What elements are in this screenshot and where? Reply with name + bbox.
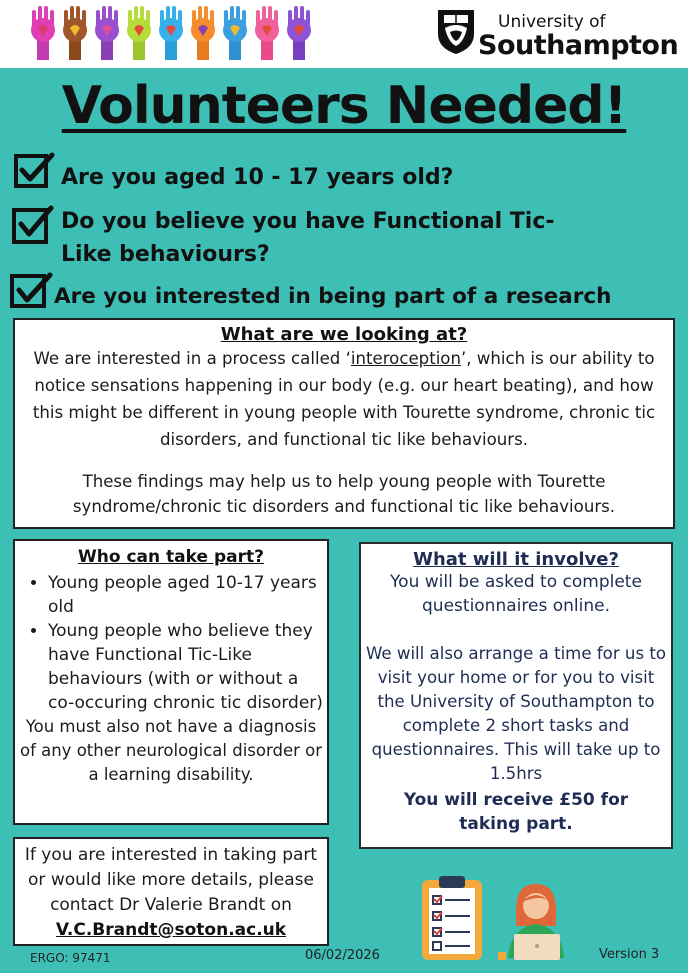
version-label: Version 3: [599, 947, 660, 962]
checkbox-checked-icon: [10, 272, 54, 310]
list-item: • Young people who believe they have Functional Tic-Like behaviours (with or without a co-occuring chronic tic disorder): [48, 619, 327, 715]
involve-heading: What will it involve?: [413, 549, 619, 570]
involve-paragraph-1: You will be asked to complete questionnaires online.: [390, 572, 642, 616]
question-age: Are you aged 10 - 17 years old?: [61, 165, 454, 190]
question-tics: Do you believe you have Functional Tic-Like behaviours?: [61, 209, 555, 267]
interoception-term: interoception: [350, 349, 461, 368]
page-title: Volunteers Needed!: [61, 76, 627, 136]
university-name-line1: University of: [498, 12, 606, 32]
contact-email-link[interactable]: V.C.Brandt@soton.ac.uk: [55, 920, 287, 940]
who-box: [13, 539, 329, 825]
contact-box: [13, 837, 329, 946]
reward-text: You will receive £50 for taking part.: [403, 790, 629, 834]
involve-paragraph-2: We will also arrange a time for us to visit your home or for you to visit the University of Southampton to complete 2 short tasks and questionnaires. This will take up to 1.5hrs: [365, 644, 667, 783]
ergo-number: ERGO: 97471: [30, 951, 111, 965]
looking-at-paragraph: [15, 345, 673, 453]
findings-paragraph: These findings may help us to help young people with Tourette syndrome/chronic tic disorders and functional tic like behaviours.: [72, 472, 616, 516]
question-research: Are you interested in being part of a research: [54, 284, 612, 309]
document-date: 06/02/2026: [305, 948, 380, 963]
who-note: You must also not have a diagnosis of any other neurological disorder or a learning disability.: [19, 717, 323, 784]
raised-hands-icon: [26, 4, 316, 62]
looking-at-text-start: We are interested in a process called ‘: [33, 349, 351, 368]
contact-text: If you are interested in taking part or would like more details, please contact Dr Valerie Brandt on: [24, 845, 318, 915]
list-item: • Young people aged 10-17 years old: [48, 571, 327, 619]
who-heading: Who can take part?: [78, 547, 264, 567]
looking-at-box: [13, 318, 675, 529]
checkbox-checked-icon: [14, 152, 56, 190]
clipboard-checklist-icon: [420, 874, 484, 962]
involve-box: [359, 542, 673, 849]
university-name-line2: Southampton: [478, 30, 679, 61]
person-laptop-icon: [494, 880, 578, 962]
checkbox-checked-icon: [12, 204, 54, 244]
who-list: [15, 571, 327, 715]
university-crest-icon: [436, 8, 476, 56]
looking-at-heading: What are we looking at?: [220, 324, 468, 345]
looking-at-text-end: ’, which is our ability to notice sensations happening in our body (e.g. our heart beating), and how this might be different in young people with Tourette syndrome, chronic tic disorders, and functional tic like behaviours.: [32, 349, 656, 449]
